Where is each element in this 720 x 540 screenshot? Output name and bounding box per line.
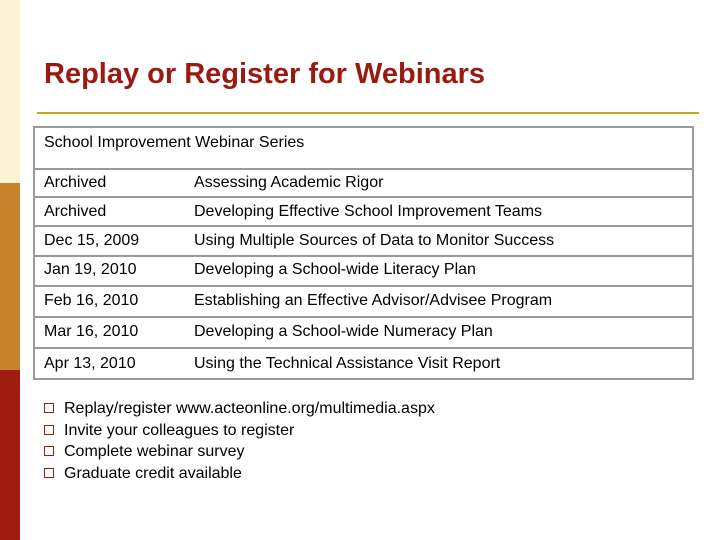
webinar-topic: Using Multiple Sources of Data to Monitor Success xyxy=(194,232,555,249)
table-row xyxy=(35,287,692,318)
table-row xyxy=(35,198,692,227)
list-item xyxy=(44,420,435,442)
table-header: School Improvement Webinar Series xyxy=(44,134,305,151)
table-row xyxy=(35,318,692,349)
slide-title: Replay or Register for Webinars xyxy=(44,58,486,90)
webinar-topic: Developing a School-wide Literacy Plan xyxy=(194,261,476,278)
table-row xyxy=(35,349,692,380)
left-accent-bar-middle xyxy=(0,183,20,370)
webinar-topic: Developing a School-wide Numeracy Plan xyxy=(194,323,493,340)
webinar-date: Archived xyxy=(44,174,107,191)
webinar-topic: Assessing Academic Rigor xyxy=(194,174,384,191)
hollow-square-icon xyxy=(44,446,54,456)
webinar-date: Feb 16, 2010 xyxy=(44,292,139,309)
table-row xyxy=(35,257,692,287)
list-item xyxy=(44,398,435,420)
left-accent-bar-top xyxy=(0,0,20,183)
hollow-square-icon xyxy=(44,468,54,478)
table-row xyxy=(35,170,692,198)
webinar-date: Mar 16, 2010 xyxy=(44,323,139,340)
webinar-table xyxy=(33,126,694,380)
webinar-date: Archived xyxy=(44,203,107,220)
info-bullet-list xyxy=(44,398,435,484)
bullet-text: Invite your colleagues to register xyxy=(64,421,295,439)
title-divider xyxy=(37,112,699,114)
bullet-text: Graduate credit available xyxy=(64,464,242,482)
bullet-text: Replay/register www.acteonline.org/multimedia.aspx xyxy=(64,400,435,417)
hollow-square-icon xyxy=(44,403,54,413)
table-header-row xyxy=(35,128,692,170)
webinar-date: Jan 19, 2010 xyxy=(44,261,137,278)
bullet-text: Complete webinar survey xyxy=(64,443,245,460)
webinar-topic: Using the Technical Assistance Visit Report xyxy=(194,355,501,372)
list-item xyxy=(44,463,435,485)
webinar-topic: Developing Effective School Improvement Teams xyxy=(194,203,543,220)
table-row xyxy=(35,227,692,257)
webinar-topic: Establishing an Effective Advisor/Advisee Program xyxy=(194,292,553,309)
hollow-square-icon xyxy=(44,425,54,435)
webinar-date: Dec 15, 2009 xyxy=(44,232,140,249)
list-item xyxy=(44,441,435,463)
left-accent-bar-bottom xyxy=(0,370,20,540)
webinar-date: Apr 13, 2010 xyxy=(44,355,136,372)
